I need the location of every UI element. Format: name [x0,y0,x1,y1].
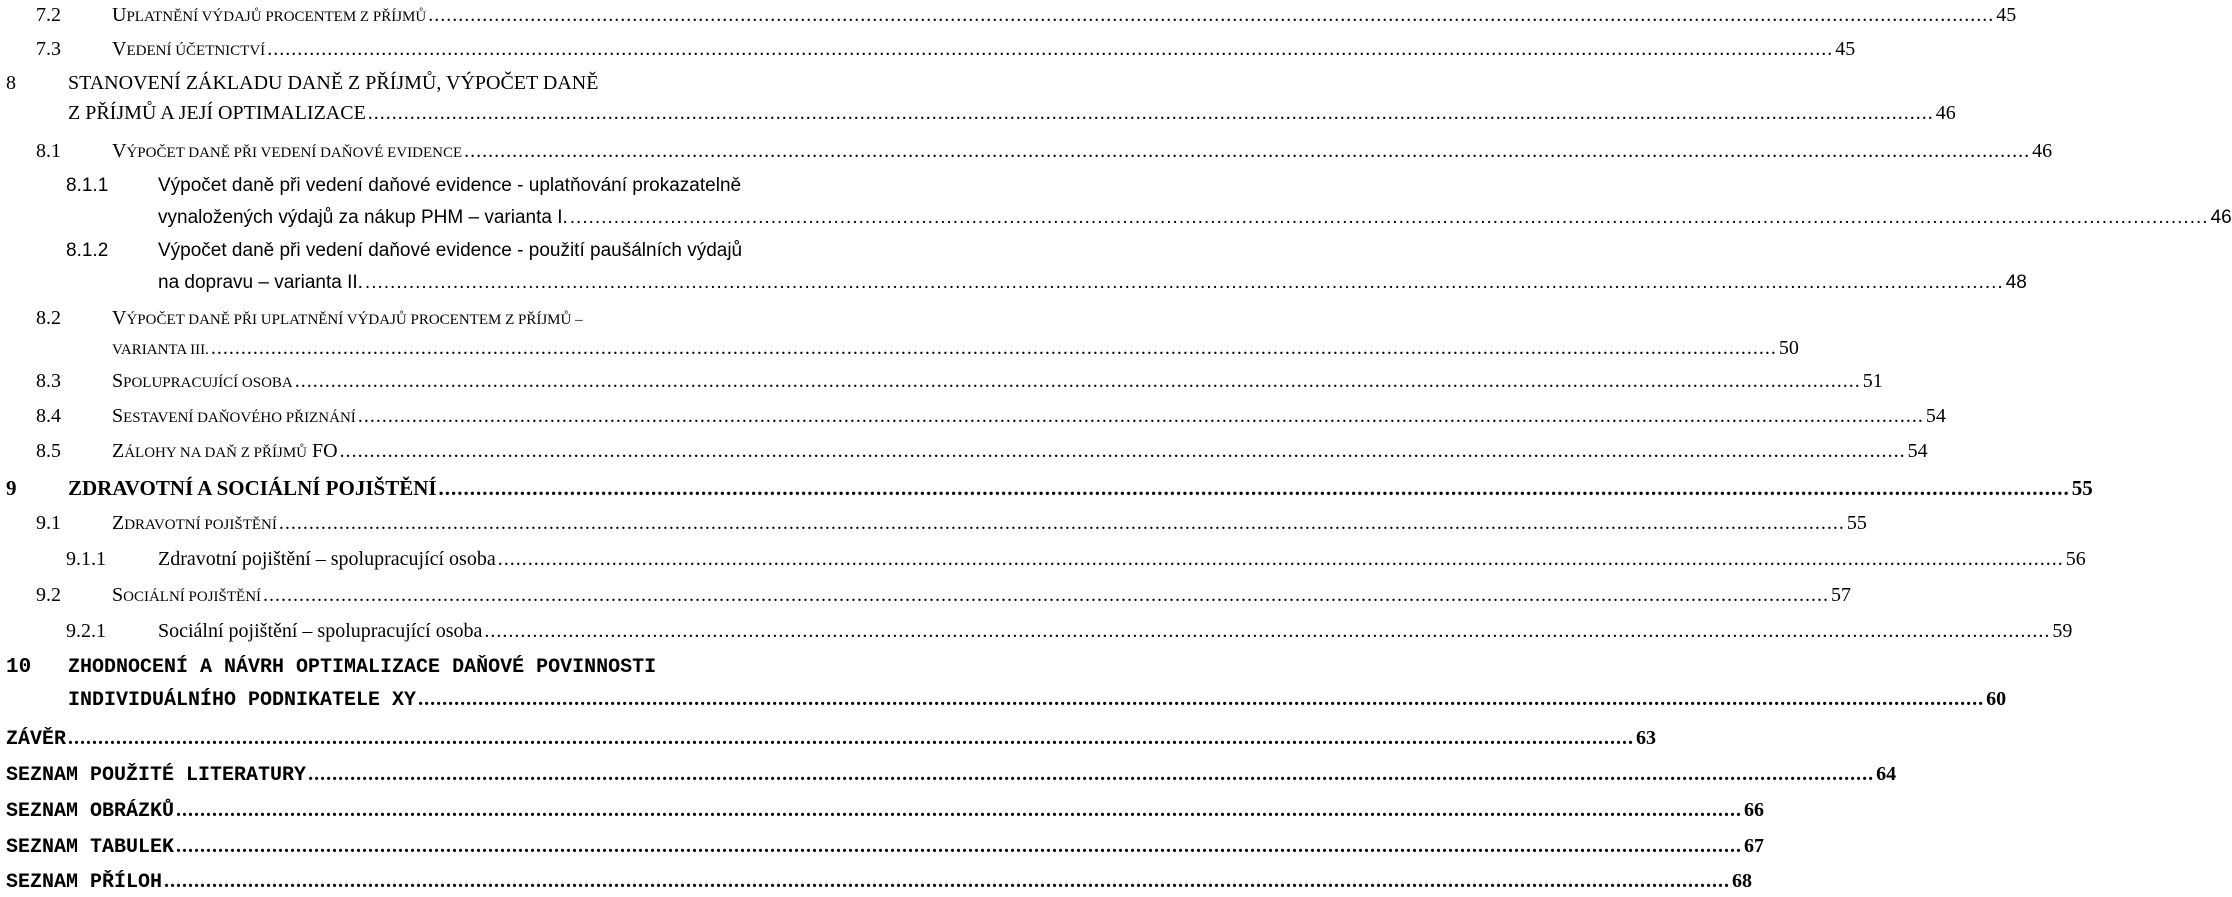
toc-title-tail: FO [307,440,338,462]
toc-entry-8-1-2[interactable] [158,272,2027,294]
toc-entry-8-3[interactable] [112,370,1883,393]
toc-number: 8.4 [36,405,61,427]
toc-title: ÝPOČET DANĚ PŘI VEDENÍ DAŇOVÉ EVIDENCE [126,145,463,161]
toc-entry-10[interactable] [68,688,2007,712]
page-number: 68 [1732,870,1753,892]
toc-entry-tabulky[interactable] [6,835,1765,859]
dot-leader: ..................................................................................................................................................................................................................................................................... [464,140,2031,162]
dot-leader: ..................................................................................................................................................................................................................................................................... [164,870,1731,892]
toc-entry-7-2[interactable] [112,4,2017,27]
toc-title-initial: S [112,584,124,606]
toc-entry-8-5[interactable] [112,440,1928,463]
page-number: 51 [1862,370,1883,392]
dot-leader: ..................................................................................................................................................................................................................................................................... [418,688,1985,710]
toc-entry-9[interactable] [68,476,2093,501]
toc-entry-8-2[interactable] [112,337,1799,360]
toc-entry-9-2-1[interactable] [158,620,2073,643]
toc-entry-8-4[interactable] [112,405,1946,428]
toc-title: EDENÍ ÚČETNICTVÍ [126,43,266,59]
dot-leader: ..................................................................................................................................................................................................................................................................... [497,548,2064,570]
toc-title-initial: U [112,4,127,26]
dot-leader: ..................................................................................................................................................................................................................................................................... [294,370,1861,392]
dot-leader: ..................................................................................................................................................................................................................................................................... [176,835,1743,857]
page-number: 54 [1907,440,1928,462]
dot-leader: ..................................................................................................................................................................................................................................................................... [267,38,1834,60]
toc-title: SEZNAM POUŽITÉ LITERATURY [6,764,307,787]
toc-title-line1[interactable]: Výpočet daně při vedení daňové evidence - použití paušálních výdajů [158,240,743,261]
toc-title: ZDRAVOTNÍ A SOCIÁLNÍ POJIŠTĚNÍ [68,476,437,500]
page-number: 48 [2005,272,2027,293]
page-number: 50 [1778,337,1799,359]
toc-title-line2: VARIANTA III. [112,342,209,358]
toc-entry-8-1[interactable] [112,140,2053,163]
toc-number: 9.1 [36,512,61,534]
toc-title: SEZNAM PŘÍLOH [6,871,163,894]
page-number: 46 [2032,140,2053,162]
toc-title: PLATNĚNÍ VÝDAJŮ PROCENTEM Z PŘÍJMŮ [126,9,427,25]
toc-title: Sociální pojištění – spolupracující osoba [158,620,483,642]
toc-number: 7.2 [36,4,61,26]
toc-title: SEZNAM OBRÁZKŮ [6,800,175,823]
toc-number: 10 [6,656,32,679]
toc-title-line1[interactable] [112,307,583,330]
toc-title-line1[interactable]: Výpočet daně při vedení daňové evidence - uplatňování prokazatelně [158,175,742,196]
page-number: 56 [2065,548,2086,570]
toc-title-line2: Z PŘÍJMŮ A JEJÍ OPTIMALIZACE [68,102,366,124]
toc-entry-8[interactable] [68,102,1956,125]
page-number: 54 [1925,405,1946,427]
page-number: 46 [1935,102,1956,124]
page-number: 57 [1831,584,1852,606]
toc-title-line2: INDIVIDUÁLNÍHO PODNIKATELE XY [68,689,417,712]
dot-leader: ..................................................................................................................................................................................................................................................................... [263,584,1830,606]
toc-number: 8.3 [36,370,61,392]
toc-number: 8.1.1 [66,175,109,196]
toc-title: DRAVOTNÍ POJIŠTĚNÍ [124,517,277,533]
toc-title: ESTAVENÍ DAŇOVÉHO PŘIZNÁNÍ [123,410,356,426]
page-number: 67 [1744,835,1765,857]
toc-number: 8 [6,72,16,94]
toc-number: 9.2 [36,584,61,606]
page-number: 46 [2210,207,2232,228]
dot-leader: ..................................................................................................................................................................................................................................................................... [308,763,1875,785]
dot-leader: ..................................................................................................................................................................................................................................................................... [278,512,1845,534]
dot-leader: ..................................................................................................................................................................................................................................................................... [428,4,1995,26]
toc-entry-zaver[interactable] [6,727,1657,751]
page-number: 55 [2071,476,2093,500]
toc-entry-9-2[interactable] [112,584,1852,607]
toc-title: OCIÁLNÍ POJIŠTĚNÍ [123,589,262,605]
toc-entry-9-1[interactable] [112,512,1867,535]
dot-leader: ..................................................................................................................................................................................................................................................................... [339,440,1906,462]
toc-title-line1[interactable]: ZHODNOCENÍ A NÁVRH OPTIMALIZACE DAŇOVÉ POVINNOSTI [68,656,657,679]
dot-leader: ..................................................................................................................................................................................................................................................................... [569,207,2209,228]
toc-number: 9 [6,476,17,500]
toc-title: ÁLOHY NA DAŇ Z PŘÍJMŮ [124,445,308,461]
toc-entry-7-3[interactable] [112,38,1856,61]
toc-number: 7.3 [36,38,61,60]
page-number: 60 [1986,688,2007,710]
toc-entry-prilohy[interactable] [6,870,1753,894]
dot-leader: ..................................................................................................................................................................................................................................................................... [68,727,1635,749]
toc-title-initial: Z [112,512,125,534]
dot-leader: ..................................................................................................................................................................................................................................................................... [364,272,2004,293]
toc-title-initial: V [112,140,127,162]
page-number: 63 [1636,727,1657,749]
toc-entry-obrazky[interactable] [6,799,1765,823]
dot-leader: ..................................................................................................................................................................................................................................................................... [367,102,1934,124]
toc-title-line1[interactable]: STANOVENÍ ZÁKLADU DANĚ Z PŘÍJMŮ, VÝPOČET DANĚ [68,72,599,94]
toc-title-initial: V [112,38,127,60]
dot-leader: ..................................................................................................................................................................................................................................................................... [438,476,2070,500]
page-number: 55 [1846,512,1867,534]
page-number: 59 [2052,620,2073,642]
toc-title: POLUPRACUJÍCÍ OSOBA [123,375,293,391]
dot-leader: ..................................................................................................................................................................................................................................................................... [210,337,1777,359]
dot-leader: ..................................................................................................................................................................................................................................................................... [357,405,1924,427]
toc-entry-literatura[interactable] [6,763,1897,787]
toc-number: 8.5 [36,440,61,462]
toc-title-initial: S [112,370,124,392]
toc-title-line2: na dopravu – varianta II. [158,272,363,293]
page-number: 66 [1744,799,1765,821]
toc-entry-9-1-1[interactable] [158,548,2086,571]
toc-title-initial: S [112,405,124,427]
dot-leader: ..................................................................................................................................................................................................................................................................... [176,799,1743,821]
toc-title: Zdravotní pojištění – spolupracující osoba [158,548,496,570]
toc-number: 9.2.1 [66,620,106,642]
toc-entry-8-1-1[interactable] [158,207,2232,229]
toc-title: ÝPOČET DANĚ PŘI UPLATNĚNÍ VÝDAJŮ PROCENTEM Z PŘÍJMŮ – [126,312,583,328]
page-number: 45 [1996,4,2017,26]
toc-title: ZÁVĚR [6,728,67,751]
dot-leader: ..................................................................................................................................................................................................................................................................... [484,620,2051,642]
page-number: 64 [1876,763,1897,785]
toc-title-initial: Z [112,440,125,462]
toc-number: 8.2 [36,307,61,329]
page-number: 45 [1835,38,1856,60]
toc-title-line2: vynaložených výdajů za nákup PHM – varianta I. [158,207,568,228]
toc-title: SEZNAM TABULEK [6,836,175,859]
toc-number: 8.1 [36,140,61,162]
toc-title-initial: V [112,307,127,329]
toc-number: 9.1.1 [66,548,106,570]
toc-number: 8.1.2 [66,240,109,261]
